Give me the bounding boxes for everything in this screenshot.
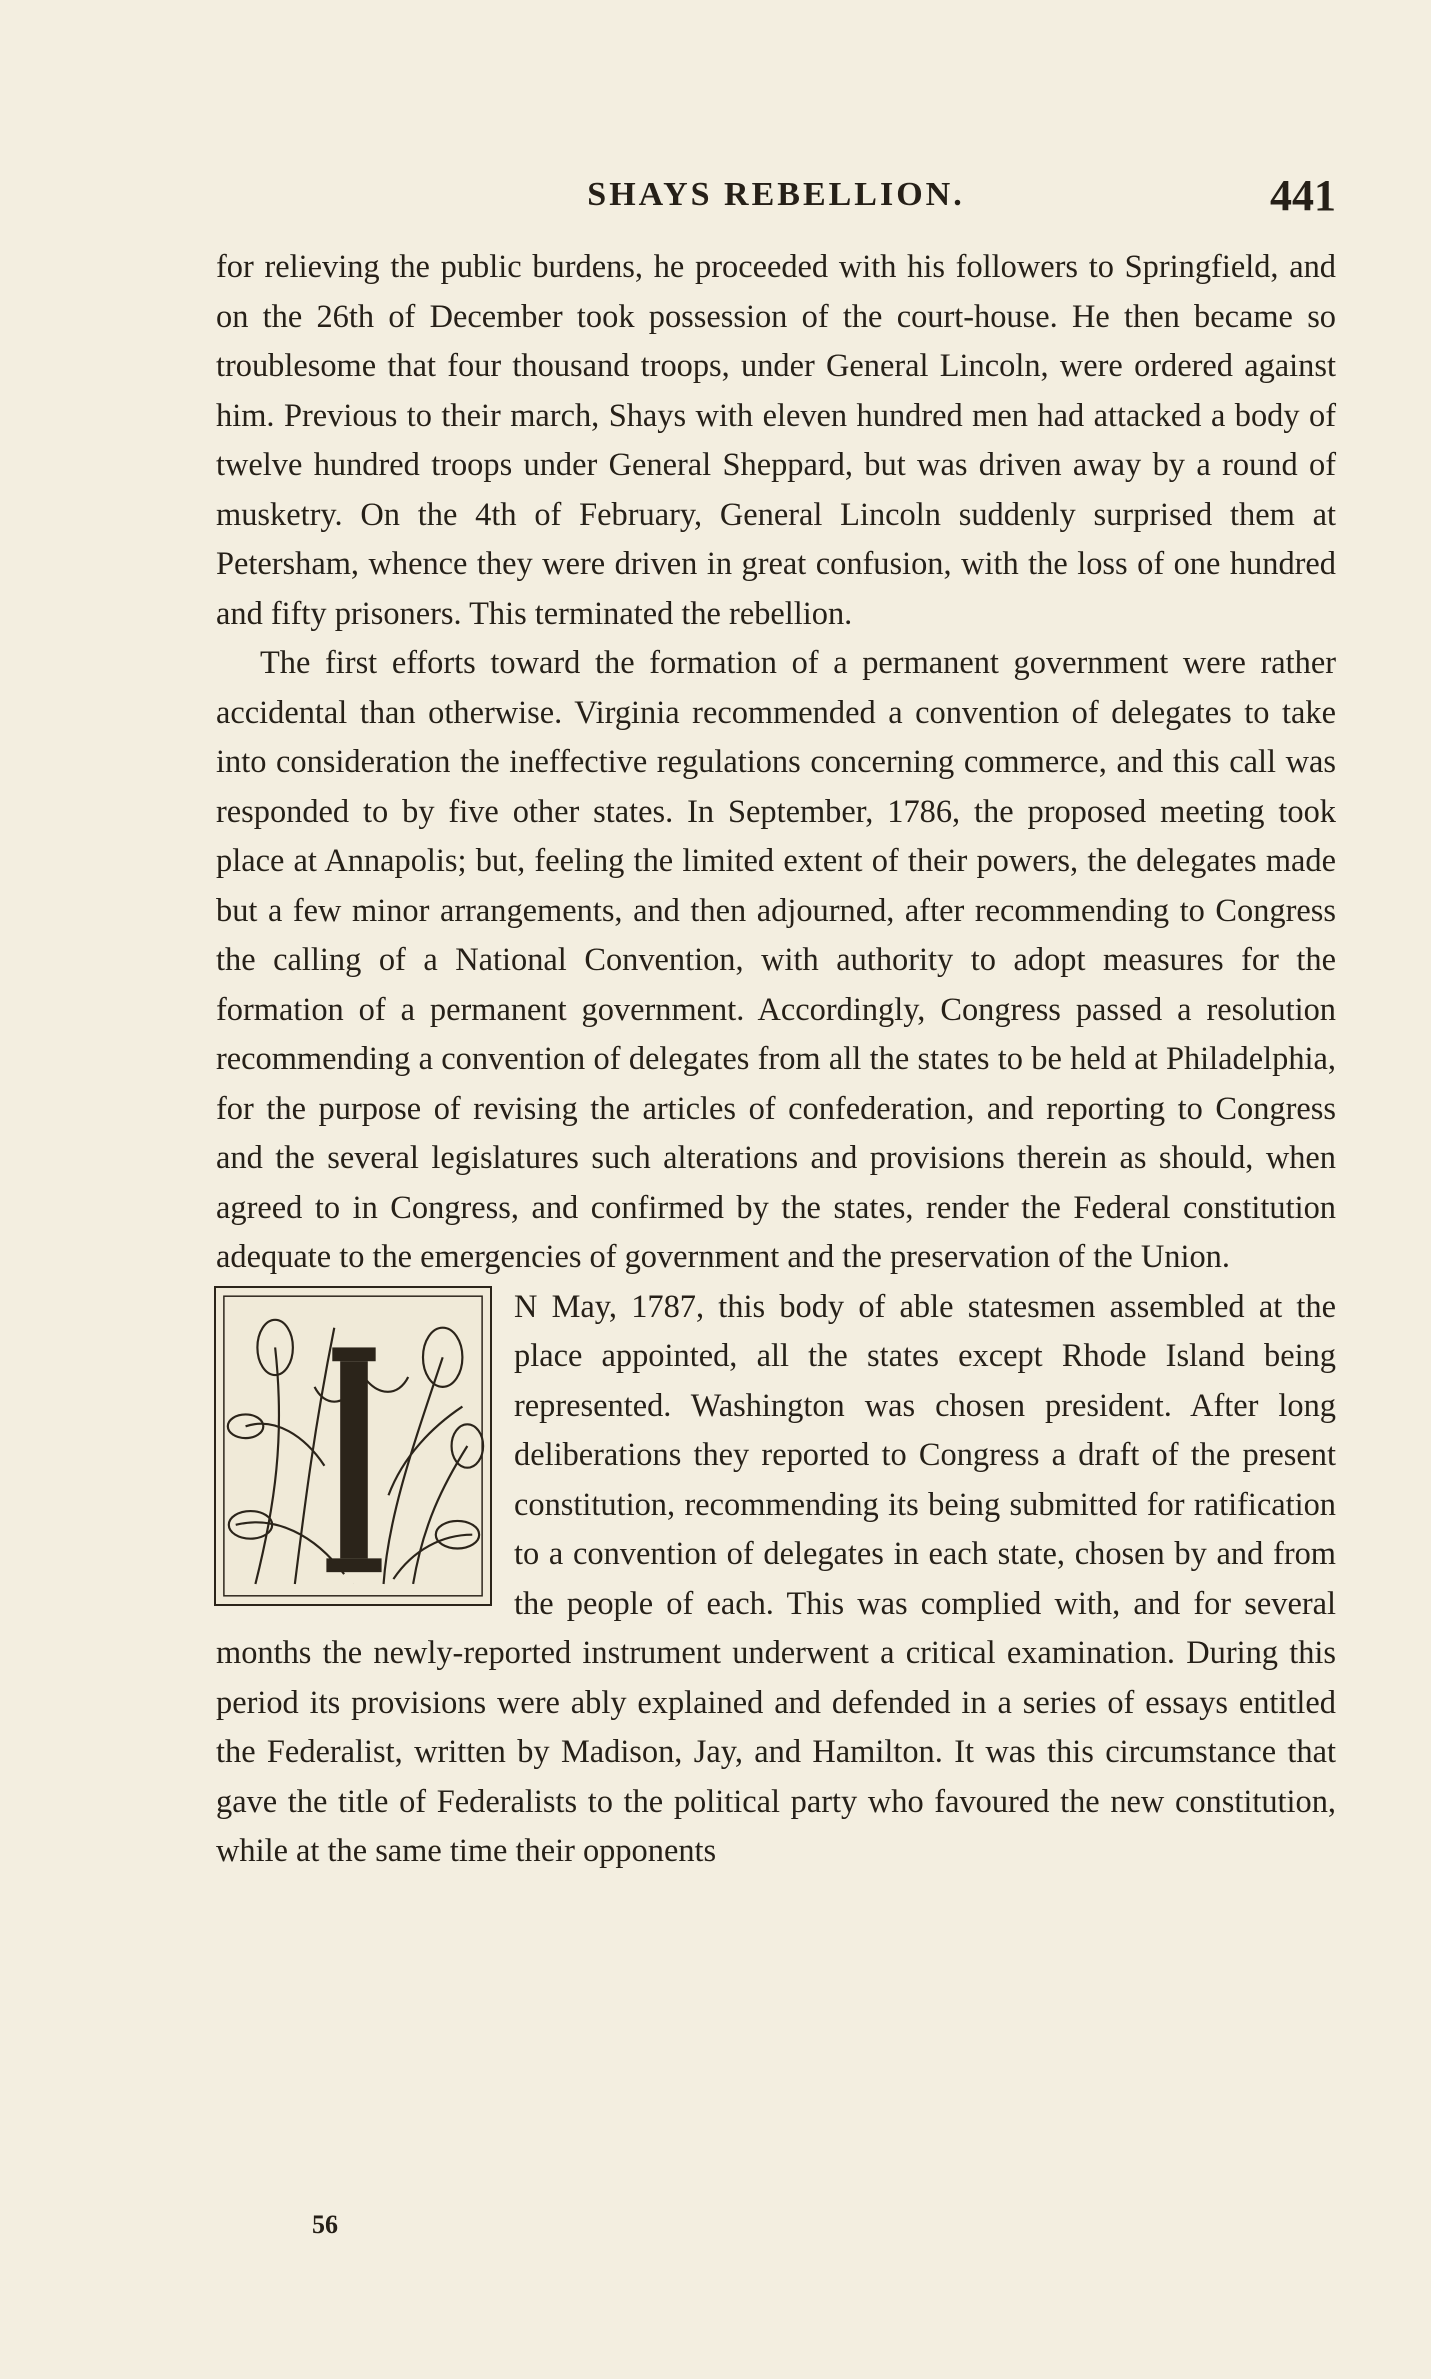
page-header bbox=[216, 170, 1336, 230]
paragraph-3-text: N May, 1787, this body of able statesmen assembled at the place appointed, all the states except Rhode Island being represented. Washington was chosen president. After long deliberations they reported to Congress a draft of the present constitution, recommending its being submitted for ratification to a convention of delegates in each state, chosen by and from the people of each. This was complied with, and for several months the newly-reported instrument underwent a critical examination. During this period its provisions were ably explained and defended in a series of essays entitled the Federalist, written by Madison, Jay, and Hamilton. It was this circumstance that gave the title of Federalists to the political party who favoured the new constitution, while at the same time their opponents bbox=[216, 1288, 1336, 1869]
paragraph-2: The first efforts toward the formation of a permanent government were rather accidental than otherwise. Virginia recommended a convention of delegates to take into consideration the ineffective regulations concerning commerce, and this call was responded to by five other states. In September, 1786, the proposed meeting took place at Annapolis; but, feeling the limited extent of their powers, the delegates made but a few minor arrangements, and then adjourned, after recommending to Congress the calling of a National Convention, with authority to adopt measures for the formation of a permanent government. Accordingly, Congress passed a resolution recommending a convention of delegates from all the states to be held at Philadelphia, for the purpose of revising the articles of confederation, and reporting to Congress and the several legislatures such alterations and provisions therein as should, when agreed to in Congress, and confirmed by the states, render the Federal constitution adequate to the emergencies of government and the preservation of the Union. bbox=[216, 645, 1336, 1275]
drop-cap-letter: I bbox=[353, 1583, 354, 1585]
page-number: 441 bbox=[1270, 171, 1336, 220]
paragraph-3 bbox=[216, 1283, 1336, 1877]
body-text bbox=[216, 243, 1336, 1877]
running-title: SHAYS REBELLION. bbox=[587, 176, 965, 213]
ornamental-drop-cap-icon bbox=[214, 1286, 492, 1606]
signature-mark: 56 bbox=[312, 2210, 338, 2239]
paragraph-1: for relieving the public burdens, he proceeded with his followers to Springfield, and on the 26th of December took possession of the court-house. He then became so troublesome that four thousand troops, under General Lincoln, were ordered against him. Previous to their march, Shays with eleven hundred men had attacked a body of twelve hundred troops under General Sheppard, but was driven away by a round of musketry. On the 4th of February, General Lincoln suddenly surprised them at Petersham, whence they were driven in great confusion, with the loss of one hundred and fifty prisoners. This terminated the rebellion. bbox=[216, 249, 1336, 632]
